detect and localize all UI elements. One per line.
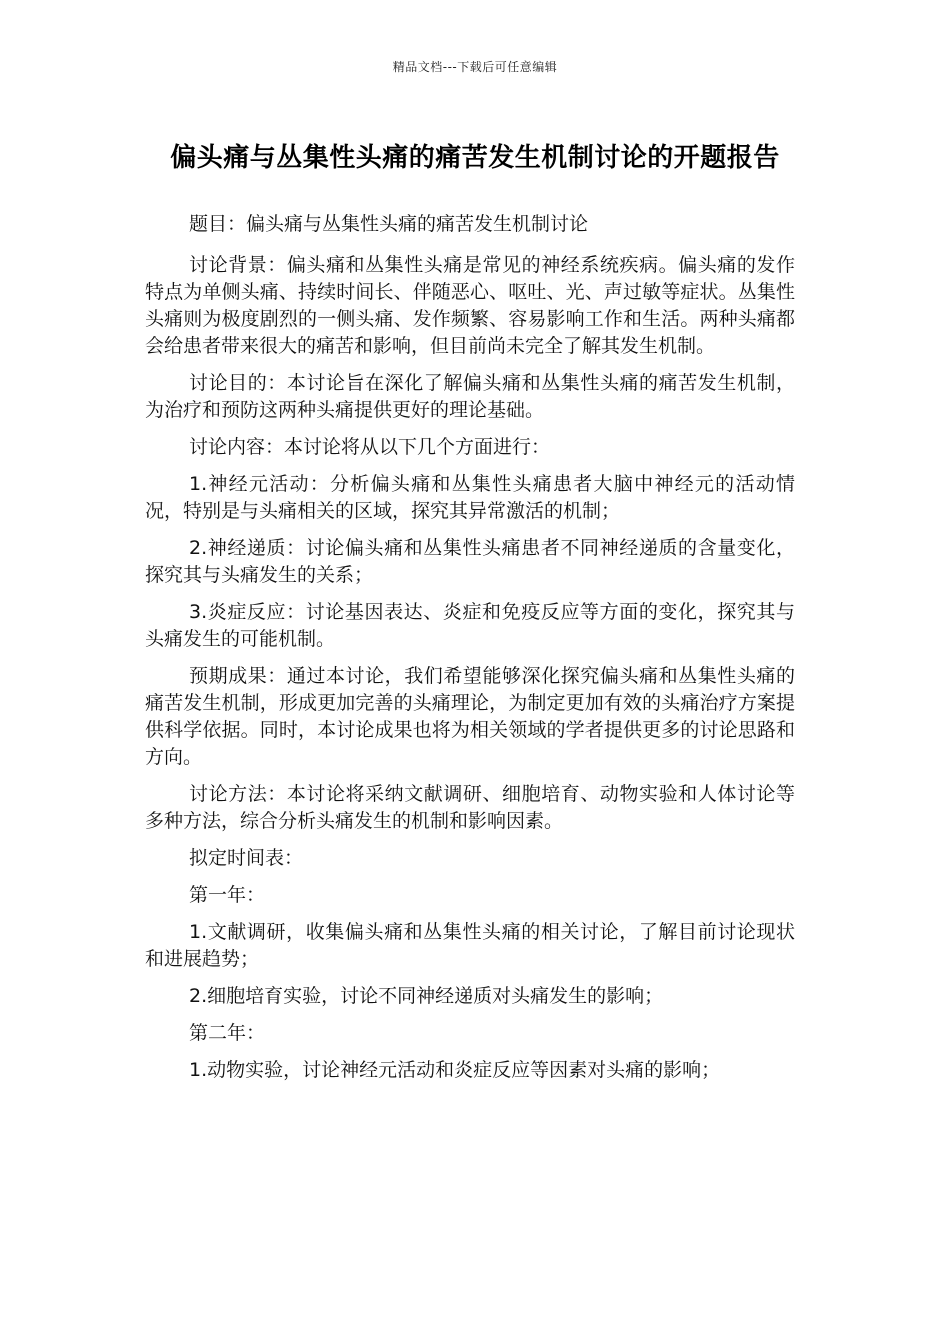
paragraph-content-item-1: 1.神经元活动：分析偏头痛和丛集性头痛患者大脑中神经元的活动情况，特别是与头痛相关的区域，探究其异常激活的机制；: [145, 473, 795, 522]
paragraph-content-intro: 讨论内容：本讨论将从以下几个方面进行：: [189, 436, 551, 458]
header-note: 精品文档---下载后可任意编辑: [392, 60, 558, 74]
paragraph-schedule-heading: 拟定时间表：: [189, 847, 304, 869]
paragraph-content-item-2: 2.神经递质：讨论偏头痛和丛集性头痛患者不同神经递质的含量变化，探究其与头痛发生的关系；: [145, 537, 795, 586]
document-body: [145, 211, 795, 1094]
paragraph-year-two-item-1: 1.动物实验，讨论神经元活动和炎症反应等因素对头痛的影响；: [189, 1059, 721, 1081]
paragraph-year-one-item-2: 2.细胞培育实验，讨论不同神经递质对头痛发生的影响；: [189, 985, 664, 1007]
paragraph-background: 讨论背景：偏头痛和丛集性头痛是常见的神经系统疾病。偏头痛的发作特点为单侧头痛、持续时间长、伴随恶心、呕吐、光、声过敏等症状。丛集性头痛则为极度剧烈的一侧头痛、发作频繁、容易影响工作和生活。两种头痛都会给患者带来很大的痛苦和影响，但目前尚未完全了解其发生机制。: [145, 254, 795, 357]
paragraph-expected-results: 预期成果：通过本讨论，我们希望能够深化探究偏头痛和丛集性头痛的痛苦发生机制，形成更加完善的头痛理论，为制定更加有效的头痛治疗方案提供科学依据。同时，本讨论成果也将为相关领域的学者提供更多的讨论思路和方向。: [145, 665, 795, 768]
paragraph-year-two-heading: 第二年：: [189, 1022, 266, 1044]
document-title: 偏头痛与丛集性头痛的痛苦发生机制讨论的开题报告: [170, 143, 780, 173]
paragraph-methods: 讨论方法：本讨论将采纳文献调研、细胞培育、动物实验和人体讨论等多种方法，综合分析头痛发生的机制和影响因素。: [145, 783, 795, 832]
paragraph-content-item-3: 3.炎症反应：讨论基因表达、炎症和免疫反应等方面的变化，探究其与头痛发生的可能机制。: [145, 601, 795, 650]
paragraph-year-one-heading: 第一年：: [189, 884, 266, 906]
paragraph-purpose: 讨论目的：本讨论旨在深化了解偏头痛和丛集性头痛的痛苦发生机制，为治疗和预防这两种头痛提供更好的理论基础。: [145, 372, 795, 421]
paragraph-topic: 题目：偏头痛与丛集性头痛的痛苦发生机制讨论: [189, 213, 589, 235]
paragraph-year-one-item-1: 1.文献调研，收集偏头痛和丛集性头痛的相关讨论，了解目前讨论现状和进展趋势；: [145, 921, 795, 970]
